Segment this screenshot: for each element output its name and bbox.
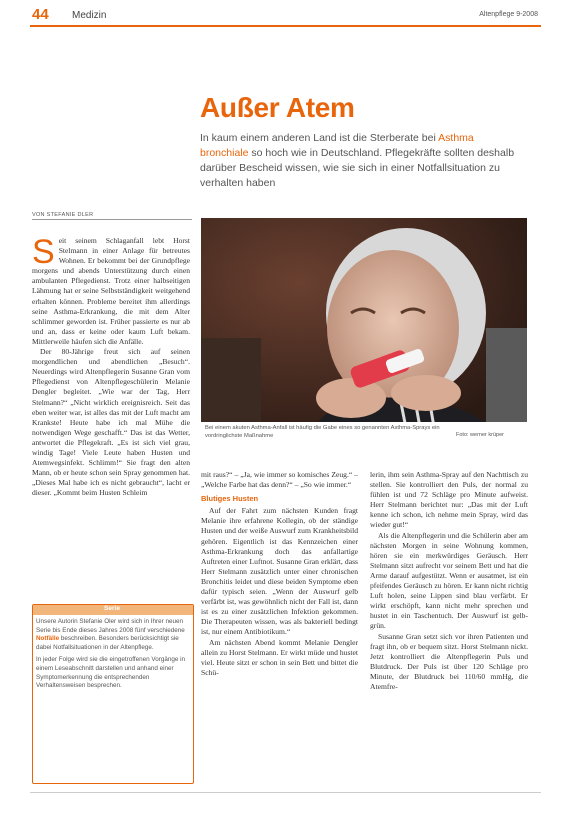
lead-part1: In kaum einem anderen Land ist die Sterberate bei <box>200 132 439 144</box>
paragraph: Der 80-Jährige freut sich auf seinen morgendlichen und abendlichen „Besuch“. Neuerdings wird Altenpflegerin Susanne Gran vom Pflegedienst von Altenpflegeschülerin Melanie Dengler begleitet. „Wie war der Tag, Herr Stelmann?“ „Nicht wirklich ereignisreich. Seit das eben weiter war, ist alles das mit der Luft macht am Krankste! Heute habe ich mal Mühe die notwendigen Wege geschafft.“ Das ist das Wetter, antwortet die Pflegekraft. „Es ist sich viel grau, windig Tage! Viele Leute haben Husten und Atemwegsinfekt. Schlimm!“ Sie fragt den alten Mann, ob er heute schon sein Spray genommen hat. „Dieses Mal habe ich es nicht gebraucht“, lacht er dieser. „Kommt beim Husten Schleim <box>32 347 190 498</box>
section-label: Medizin <box>72 10 107 21</box>
lead-highlight: Asthma bronchiale <box>200 132 474 159</box>
byline-rule <box>32 219 192 220</box>
body-column-2 <box>201 470 358 780</box>
article-photo <box>201 218 527 433</box>
info-text-bold: Notfälle <box>36 635 60 643</box>
header-rule <box>30 25 541 27</box>
info-text-end: beschreiben. Besonders berücksichtigt sie dabei Notfallsituationen in der Altenpflege. <box>36 635 179 651</box>
body-column-3 <box>370 470 528 780</box>
lead-part2: so hoch wie in Deutschland. Pflegekräfte sollten deshalb darüber Bescheid wissen, wie sie sich in einer Notfallsituation zu verhalten haben <box>200 147 515 189</box>
paragraph: Als die Altenpflegerin und die Schülerin aber am nächsten Morgen in seine Wohnung kommen, hören sie ein merkwürdiges Geräusch. Herr Stelmann sitzt aufrecht vor seinem Bett und hat die Arme darauf aufgestützt. Wenn er ausatmet, ist ein pfeifendes Geräusch zu hören. Er kann nicht richtig Luft holen, seine Lippen sind blau verfärbt. Er wirkt erschöpft, kann nicht mehr sprechen und hustet in ein Taschentuch. Der Auswurf ist gelb-grün. <box>370 530 528 631</box>
info-text-start: Unsere Autorin Stefanie Oler wird sich in Ihrer neuen Serie bis Ende dieses Jahres 2008 fünf verschiedene <box>36 618 185 634</box>
paragraph: Susanne Gran setzt sich vor ihren Patienten und fragt ihn, ob er bequem sitzt. Horst Stelmann nickt. Jetzt kontrolliert die Altenpflegerin Puls und Blutdruck. Der Puls ist über 120 Schläge pro Minute, der Blutdruck bei 110/60 mmHg, die Atemfre- <box>370 631 528 691</box>
photo-credit: Foto: werner krüper <box>456 432 504 438</box>
body-column-1 <box>32 236 190 592</box>
info-paragraph <box>36 618 188 652</box>
photo-caption: Bei einem akuten Asthma-Anfall ist häufig die Gabe eines so genannten Asthma-Sprays ein vordringlichste Maßnahme <box>205 425 440 439</box>
paragraph: Am nächsten Abend kommt Melanie Dengler allein zu Horst Stelmann. Er wirkt müde und hustet viel. Heute sitzt er schon in sein Bett und bittet die Schü- <box>201 637 358 677</box>
drop-cap: S <box>32 236 55 271</box>
article-title: Außer Atem <box>200 92 355 123</box>
issue-label: Altenpflege 9-2008 <box>479 11 538 18</box>
byline: VON STEFANIE DLER <box>32 212 94 218</box>
page-number: 44 <box>32 6 49 23</box>
info-box-title: Serie <box>104 605 120 612</box>
subheading: Blutiges Husten <box>201 494 259 504</box>
paragraph: mit raus?“ – „Ja, wie immer so komisches Zeug.“ – „Welche Farbe hat das denn?“ – „So wie immer.“ <box>201 470 358 490</box>
article-lead <box>200 131 520 191</box>
footer-rule <box>30 792 541 793</box>
paragraph: eit seinem Schlaganfall lebt Horst Stelmann in einer Anlage für betreutes Wohnen. Er bekommt bei der Grundpflege morgens und abends Unterstützung durch einen ambulanten Pflegedienst. Trotz einer halbseitigen Lähmung hat er seine Selbstständigkeit weitgehend erhalten können. Probleme bereitet ihm allerdings seine Asthma-Erkrankung, die mit dem Alter schlimmer geworden ist. Früher passierte es nur ab und an, dass er keine oder kaum Luft bekam. Mittlerweile häufen sich die Anfälle. <box>32 236 190 346</box>
info-paragraph: In jeder Folge wird sie die eingetroffenen Vorgänge in einem Leseabschnitt darstellen und anhand einer Symptomerkennung die entsprechenden Verhaltensweisen besprechen. <box>36 656 186 690</box>
paragraph: Auf der Fahrt zum nächsten Kunden fragt Melanie ihre erfahrene Kollegin, ob der ständige Husten und der weiße Auswurf zum Krankheitsbild gehören. Eigentlich ist das Kennzeichen einer Asthma-Erkrankung doch das anfallartige Auftreten einer Luftnot. Susanne Gran erklärt, dass Herr Stelmann zusätzlich unter einer chronischen Bronchitis leidet und diese beiden Symptome eben dafür typisch seien. „Wenn der Auswurf gelb verfärbt ist, was gewöhnlich nicht der Fall ist, dann ist es zu einer zusätzlichen Infektion gekommen. Die Therapeuten wissen, was als bakteriell bedingt ist, nur einem Antibiotikum.“ <box>201 506 358 637</box>
info-box-text <box>36 618 188 695</box>
paragraph: lerin, ihm sein Asthma-Spray auf den Nachttisch zu stellen. Sie kontrolliert den Puls, der normal zu fühlen ist und 72 Schläge pro Minute aufweist. Herr Stelmann berichtet nur: „Das mit der Luft kenne ich schon, ich nehme mein Spray, wird das wieder gut!“ <box>370 470 528 530</box>
